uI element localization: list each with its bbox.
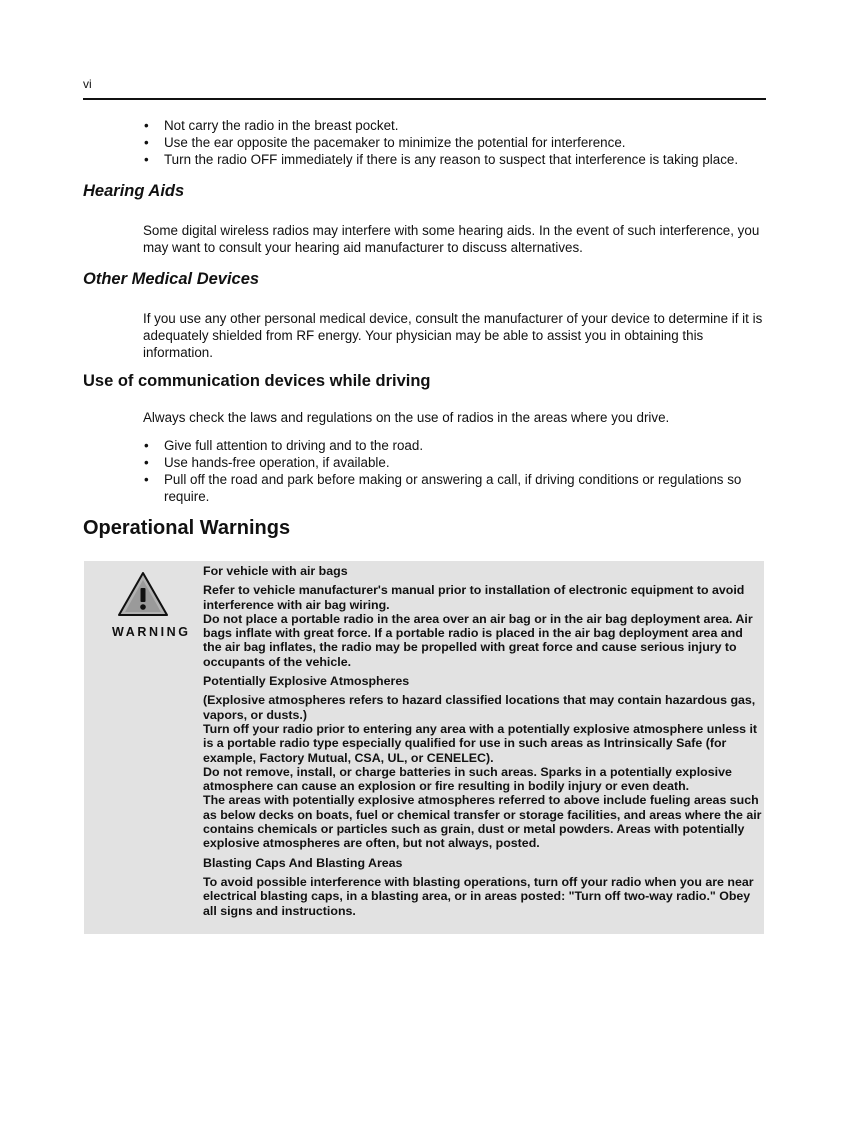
blasting-paragraph-1: To avoid possible interference with blasting operations, turn off your radio when you are near electrical blasting caps, in a blasting area, or in areas posted: "Turn off two-way radio." Obey all signs and instructions. (203, 874, 754, 918)
list-item: • Use the ear opposite the pacemaker to minimize the potential for interference. (143, 134, 768, 151)
list-item: • Use hands-free operation, if available. (143, 454, 768, 471)
airbags-paragraph-2: Do not place a portable radio in the area over an air bag or in the air bag deployment area. Air bags inflate with great force. If a portable radio is placed in the air bag deployment area and the air bag inflates, the radio may be propelled with great force and cause serious injury to occupants of the vehicle. (203, 611, 753, 669)
warning-box (84, 561, 764, 934)
explosive-subheading: Potentially Explosive Atmospheres (203, 674, 410, 689)
warning-text (203, 564, 763, 918)
warning-triangle-icon (117, 571, 169, 617)
other-medical-heading: Other Medical Devices (83, 270, 260, 288)
list-item: • Give full attention to driving and to the road. (143, 437, 768, 454)
driving-heading: Use of communication devices while driving (83, 372, 431, 390)
operational-warnings-heading: Operational Warnings (83, 517, 291, 539)
warning-label: WARNING (112, 625, 191, 639)
list-item: • Not carry the radio in the breast pocket. (143, 117, 768, 134)
list-item: • Turn the radio OFF immediately if there is any reason to suspect that interference is taking place. (143, 151, 768, 168)
explosive-paragraph-3: Do not remove, install, or charge batteries in such areas. Sparks in a potentially explosive atmosphere can cause an explosion or fire resulting in bodily injury or even death. (203, 764, 732, 794)
page-number: vi (83, 77, 92, 91)
pacemaker-bullet-list (143, 117, 768, 168)
explosive-paragraph-2: Turn off your radio prior to entering any area with a potentially explosive atmosphere unless it is a portable radio type especially qualified for use in such areas as Intrinsically Safe (for example, Factory Mutual, CSA, UL, or CENELEC). (203, 721, 758, 765)
airbags-paragraph-1: Refer to vehicle manufacturer's manual prior to installation of electronic equipment to avoid interference with air bag wiring. (203, 583, 745, 612)
hearing-aids-text: Some digital wireless radios may interfere with some hearing aids. In the event of such interference, you may want to consult your hearing aid manufacturer to discuss alternatives. (143, 223, 760, 255)
airbags-subheading: For vehicle with air bags (203, 564, 348, 578)
blasting-subheading: Blasting Caps And Blasting Areas (203, 855, 403, 870)
driving-intro: Always check the laws and regulations on the use of radios in the areas where you drive. (143, 410, 670, 425)
other-medical-text: If you use any other personal medical device, consult the manufacturer of your device to determine if it is adequately shielded from RF energy. Your physician may be able to assist you in obtaining this information. (143, 311, 763, 360)
driving-bullet-list (143, 437, 768, 505)
explosive-paragraph-1: (Explosive atmospheres refers to hazard classified locations that may contain hazardous gas, vapors, or dusts.) (203, 693, 756, 722)
list-item: • Pull off the road and park before making or answering a call, if driving conditions or regulations so require. (143, 471, 768, 505)
header-rule (83, 98, 766, 100)
explosive-paragraph-4: The areas with potentially explosive atmospheres referred to above include fueling areas such as below decks on boats, fuel or chemical transfer or storage facilities, and areas where the air contains chemicals or particles such as grain, dust or metal powders. Areas with potentially explosive atmospheres are often, but not always, posted. (203, 793, 762, 851)
hearing-aids-heading: Hearing Aids (83, 182, 185, 200)
